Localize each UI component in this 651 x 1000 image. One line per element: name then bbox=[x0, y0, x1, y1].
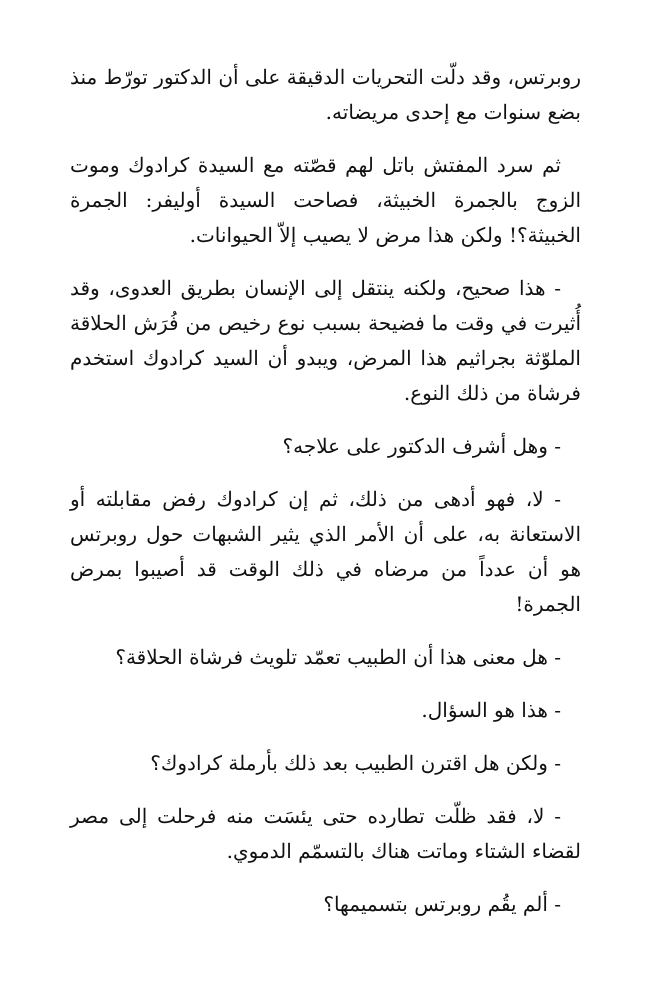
paragraph-2: ثم سرد المفتش باتل لهم قصّته مع السيدة كرادوك وموت الزوج بالجمرة الخبيثة، فصاحت السيدة أوليفر: الجمرة الخبيثة؟! ولكن هذا مرض لا يصيب إلاّ الحيوانات. bbox=[70, 153, 581, 247]
paragraph-9: - لا، فقد ظلّت تطارده حتى يئسَت منه فرحلت إلى مصر لقضاء الشتاء وماتت هناك بالتسمّم الدموي. bbox=[70, 804, 581, 863]
paragraph-gap bbox=[70, 411, 581, 429]
paragraph-gap bbox=[70, 675, 581, 693]
paragraph-3: - هذا صحيح، ولكنه ينتقل إلى الإنسان بطريق العدوى، وقد أُثيرت في وقت ما فضيحة بسبب نوع رخيص من فُرَش الحلاقة الملوّثة بجراثيم هذا المرض، ويبدو أن السيد كرادوك استخدم فرشاة من ذلك النوع. bbox=[70, 276, 581, 405]
paragraph-7: - هذا هو السؤال. bbox=[421, 698, 561, 722]
paragraph-gap bbox=[70, 869, 581, 887]
paragraph-1: روبرتس، وقد دلّت التحريات الدقيقة على أن الدكتور تورّط منذ بضع سنوات مع إحدى مريضاته. bbox=[70, 65, 581, 124]
paragraph-gap bbox=[70, 781, 581, 799]
paragraph-gap bbox=[70, 253, 581, 271]
paragraph-8: - ولكن هل اقترن الطبيب بعد ذلك بأرملة كرادوك؟ bbox=[150, 751, 561, 775]
paragraph-gap bbox=[70, 728, 581, 746]
paragraph-gap bbox=[70, 622, 581, 640]
paragraph-gap bbox=[70, 464, 581, 482]
paragraph-gap bbox=[70, 130, 581, 148]
paragraph-4: - وهل أشرف الدكتور على علاجه؟ bbox=[282, 434, 561, 458]
paragraph-5: - لا، فهو أدهى من ذلك، ثم إن كرادوك رفض مقابلته أو الاستعانة به، على أن الأمر الذي يثير الشبهات حول روبرتس هو أن عدداً من مرضاه في ذلك الوقت قد أصيبوا بمرض الجمرة! bbox=[70, 487, 581, 616]
paragraph-10: - ألم يقُم روبرتس بتسميمها؟ bbox=[323, 892, 561, 916]
paragraph-6: - هل معنى هذا أن الطبيب تعمّد تلويث فرشاة الحلاقة؟ bbox=[115, 645, 561, 669]
